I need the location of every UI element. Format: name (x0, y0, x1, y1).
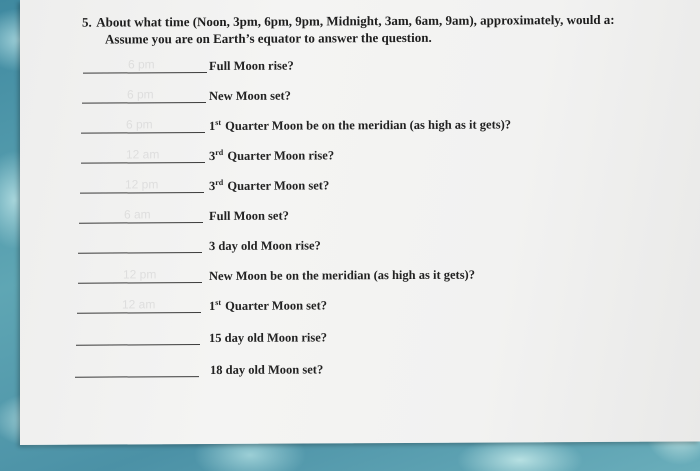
question-item-label (209, 89, 291, 104)
question-item (20, 174, 700, 202)
answer-blank[interactable] (81, 162, 205, 164)
item-text: Full Moon set? (209, 208, 289, 224)
answer-blank[interactable] (78, 282, 202, 284)
faint-answer-text: 12 am (126, 147, 160, 162)
question-item (20, 54, 700, 82)
item-text: New Moon be on the meridian (as high as it gets)? (209, 267, 475, 284)
question-item (20, 204, 700, 232)
question-item-label (209, 177, 329, 194)
question-item-label (209, 209, 289, 224)
answer-blank[interactable] (76, 344, 200, 346)
question-item-label (210, 362, 323, 378)
faint-answer-text: 6 pm (128, 57, 155, 72)
item-text: Quarter Moon rise? (224, 148, 335, 163)
question-item-label (209, 238, 321, 254)
question-item (20, 358, 700, 386)
question-instruction: Assume you are on Earth’s equator to answer the question. (105, 29, 432, 47)
faint-answer-text: 12 pm (125, 177, 159, 192)
faint-answer-text: 6 pm (126, 117, 153, 132)
item-text: Quarter Moon be on the meridian (as high as it gets)? (222, 117, 512, 133)
answer-blank[interactable] (79, 222, 203, 224)
answer-blank[interactable] (81, 132, 205, 134)
question-item (20, 234, 700, 262)
question-prompt (82, 11, 682, 48)
item-number: 1 (209, 118, 216, 134)
item-text: 18 day old Moon set? (210, 362, 324, 378)
answer-blank[interactable] (83, 72, 207, 74)
question-item-label (209, 147, 334, 164)
item-number: 3 (209, 178, 216, 194)
question-text: About what time (Noon, 3pm, 6pm, 9pm, Midnight, 3am, 6am, 9am), approximately, would a: (96, 11, 615, 30)
question-item-label (209, 268, 475, 284)
question-item (20, 326, 700, 354)
answer-blank[interactable] (80, 192, 204, 194)
faint-answer-text: 12 pm (123, 267, 157, 282)
question-item (20, 144, 700, 172)
worksheet-page (20, 0, 700, 445)
question-item-label (209, 116, 511, 134)
question-number: 5. (82, 14, 92, 30)
item-number: 1 (209, 298, 216, 314)
item-text: Quarter Moon set? (222, 298, 327, 313)
answer-blank[interactable] (75, 376, 199, 378)
faint-answer-text: 6 am (124, 207, 151, 222)
question-item (20, 84, 700, 112)
ordinal-suffix: rd (215, 147, 224, 157)
ordinal-suffix: rd (215, 177, 224, 187)
question-item (20, 264, 700, 292)
item-text: Quarter Moon set? (224, 178, 330, 193)
faint-answer-text: 12 am (122, 297, 156, 312)
answer-blank[interactable] (78, 252, 202, 254)
item-text: New Moon set? (209, 88, 291, 104)
item-number: 3 (209, 148, 216, 164)
faint-answer-text: 6 pm (127, 87, 154, 102)
item-text: 15 day old Moon rise? (209, 330, 328, 346)
question-item-label (209, 297, 327, 314)
ordinal-suffix: st (215, 117, 222, 127)
answer-blank[interactable] (77, 312, 201, 314)
answer-blank[interactable] (82, 102, 206, 104)
question-item (20, 114, 700, 142)
item-text: Full Moon rise? (209, 58, 294, 74)
question-item-label (209, 330, 327, 346)
item-text: 3 day old Moon rise? (209, 238, 321, 254)
question-item (20, 294, 700, 322)
ordinal-suffix: st (215, 297, 222, 307)
question-item-label (209, 59, 294, 74)
